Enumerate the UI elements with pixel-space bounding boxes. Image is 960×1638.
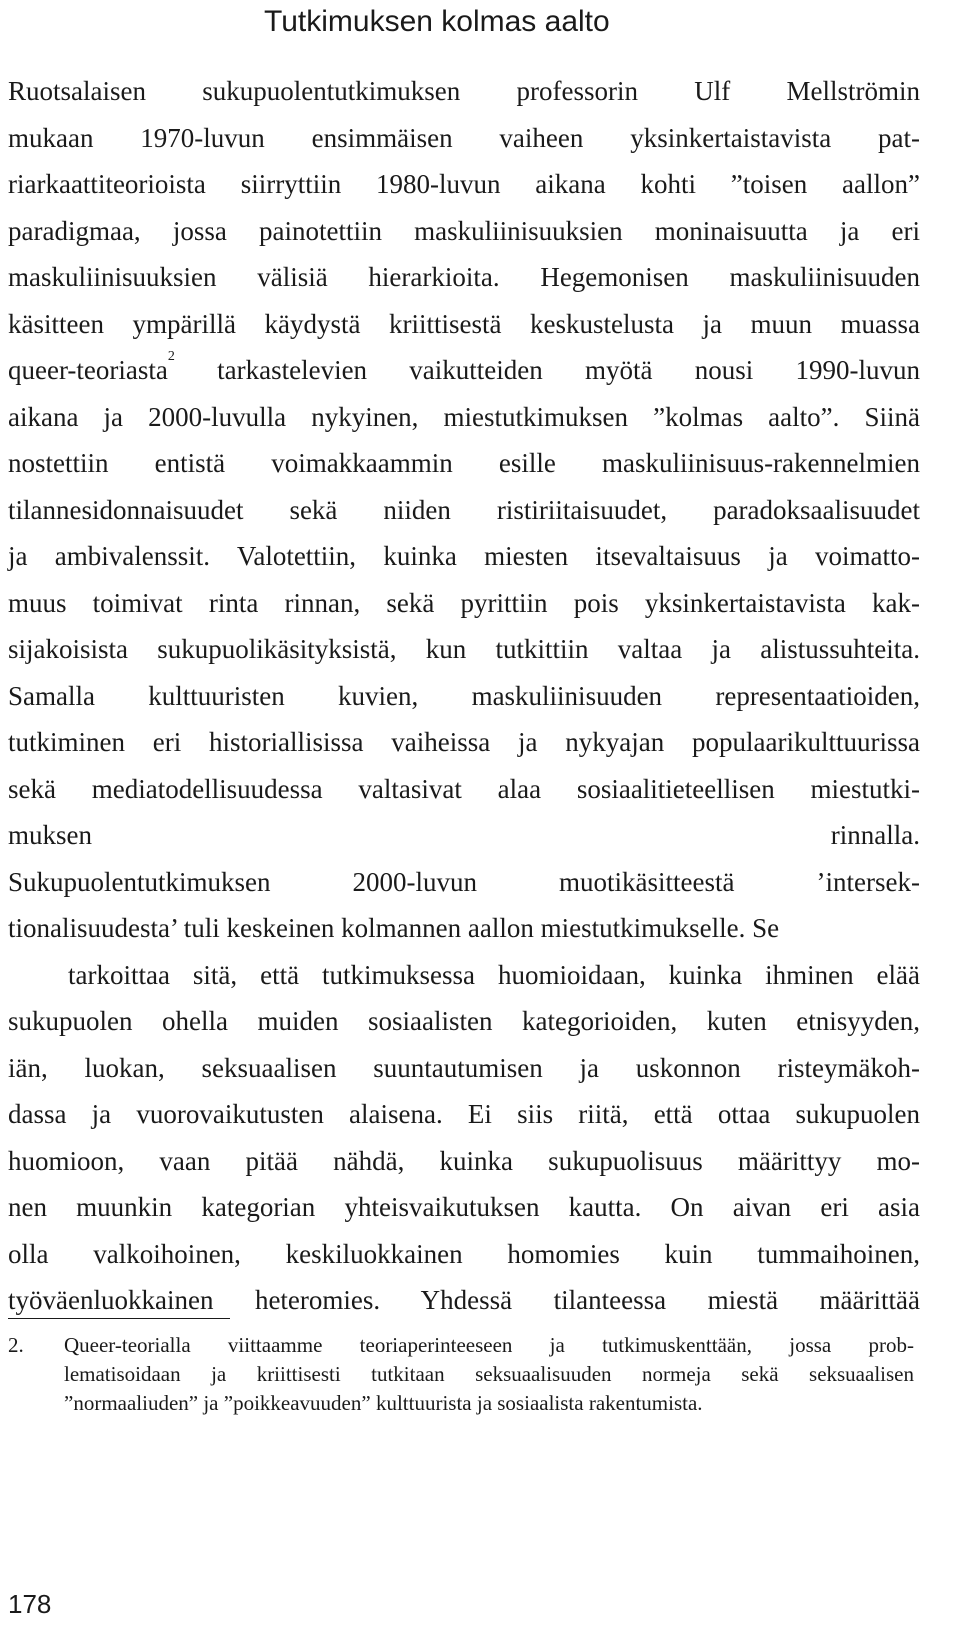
text-line: työväenluokkainen heteromies. Yhdessä tilanteessa miestä määrittää [8, 1285, 920, 1315]
text-segment: queer-teoriasta [8, 355, 168, 385]
footnote [8, 1331, 914, 1418]
footnote-line: lematisoidaan ja kriittisesti tutkitaan seksuaalisuuden normeja sekä seksuaalisen [64, 1362, 914, 1386]
text-line: mukaan 1970-luvun ensimmäisen vaiheen yksinkertaistavista pat- [8, 122, 920, 153]
text-line: iän, luokan, seksuaalisen suuntautumisen ja uskonnon risteymäkoh- [8, 1052, 920, 1083]
text-line: dassa ja vuorovaikutusten alaisena. Ei siis riitä, että ottaa sukupuolen [8, 1099, 920, 1129]
text-line: tutkiminen eri historiallisissa vaiheissa ja nykyajan populaarikulttuurissa [8, 727, 920, 757]
text-line: riarkaattiteorioista siirryttiin 1980-luvun aikana kohti ”toisen aallon” [8, 169, 920, 199]
footnote-reference: 2 [167, 349, 175, 364]
footnote-line: ”normaaliuden” ja ”poikkeavuuden” kulttuurista ja sosiaalista rakentumista. [64, 1391, 703, 1415]
text-segment: tarkastelevien vaikutteiden myötä nousi 1990-luvun [174, 355, 920, 385]
footnote-line: Queer-teorialla viittaamme teoriaperinteeseen ja tutkimuskenttään, jossa prob- [64, 1333, 914, 1357]
text-line: Samalla kulttuuristen kuvien, maskuliinisuuden representaatioiden, [8, 680, 920, 711]
text-line: tionalisuudesta’ tuli keskeinen kolmannen aallon miestutkimukselle. Se [8, 913, 780, 943]
section-heading: Tutkimuksen kolmas aalto [264, 5, 610, 38]
text-line: olla valkoihoinen, keskiluokkainen homomies kuin tummaihoinen, [8, 1238, 920, 1269]
text-line: sekä mediatodellisuudessa valtasivat alaa sosiaalitieteellisen miestutki- [8, 773, 920, 804]
text-line: käsitteen ympärillä käydystä kriittisestä keskustelusta ja muun muassa [8, 308, 920, 339]
text-line: paradigmaa, jossa painotettiin maskuliinisuuksien moninaisuutta ja eri [8, 215, 920, 246]
text-line: maskuliinisuuksien välisiä hierarkioita. Hegemonisen maskuliinisuuden [8, 262, 920, 292]
text-line: aikana ja 2000-luvulla nykyinen, miestutkimuksen ”kolmas aalto”. Siinä [8, 401, 920, 432]
text-line: sukupuolen ohella muiden sosiaalisten kategorioiden, kuten etnisyyden, [8, 1006, 920, 1036]
text-line: huomioon, vaan pitää nähdä, kuinka sukupuolisuus määrittyy mo- [8, 1145, 920, 1176]
footnote-divider [8, 1318, 230, 1319]
text-line: Sukupuolentutkimuksen 2000-luvun muotikäsitteestä ’intersek- [8, 866, 920, 897]
text-line: sijakoisista sukupuolikäsityksistä, kun tutkittiin valtaa ja alistussuhteita. [8, 634, 920, 664]
text-line: tilannesidonnaisuudet sekä niiden ristiriitaisuudet, paradoksaalisuudet [8, 494, 920, 525]
text-line: nen muunkin kategorian yhteisvaikutuksen kautta. On aivan eri asia [8, 1192, 920, 1222]
body-text [8, 68, 920, 1324]
text-line: nostettiin entistä voimakkaammin esille maskuliinisuus-rakennelmien [8, 448, 920, 478]
text-line: muus toimivat rinta rinnan, sekä pyrittiin pois yksinkertaistavista kak- [8, 587, 920, 618]
text-line: tarkoittaa sitä, että tutkimuksessa huomioidaan, kuinka ihminen elää [68, 959, 920, 990]
text-line [8, 347, 920, 394]
text-line: muksen rinnalla. [8, 820, 920, 850]
footnote-number: 2. [8, 1333, 24, 1357]
page-number: 178 [8, 1589, 52, 1619]
text-line: Ruotsalaisen sukupuolentutkimuksen professorin Ulf Mellströmin [8, 76, 920, 106]
text-line: ja ambivalenssit. Valotettiin, kuinka miesten itsevaltaisuus ja voimatto- [8, 541, 920, 571]
